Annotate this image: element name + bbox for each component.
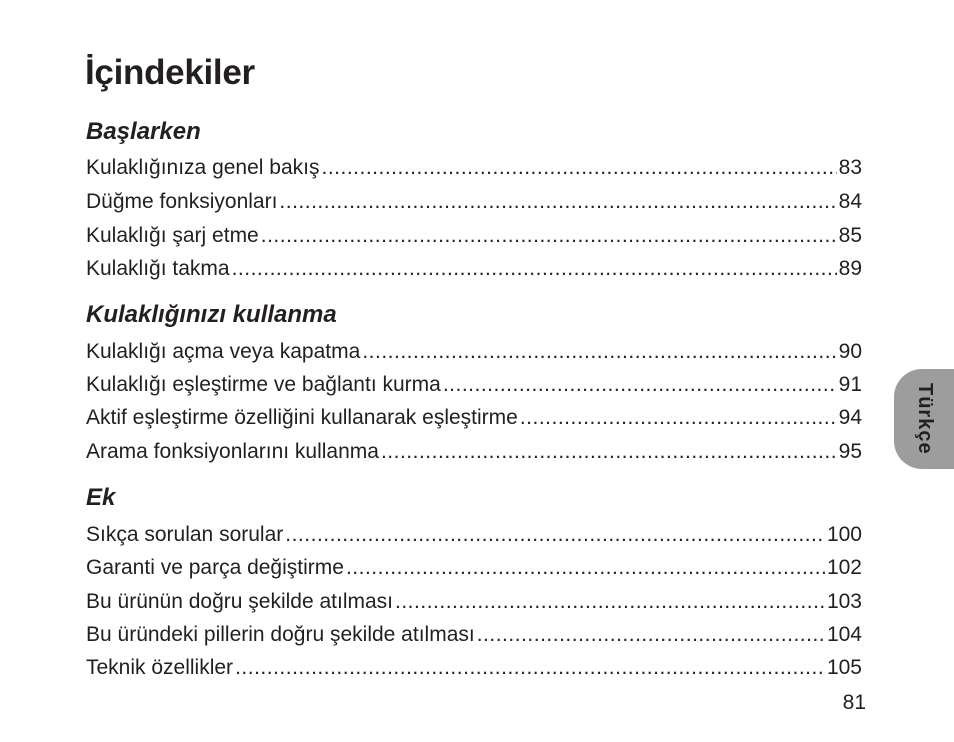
toc-entry-label: Garanti ve parça değiştirme: [86, 556, 344, 579]
toc-entry[interactable]: [86, 337, 862, 367]
dot-leader: [285, 520, 825, 550]
dot-leader: [395, 587, 825, 617]
page-title: İçindekiler: [85, 53, 255, 92]
toc-entry-label: Kulaklığı açma veya kapatma: [86, 340, 361, 363]
toc-entry-page: 84: [838, 190, 862, 213]
dot-leader: [232, 254, 837, 284]
toc-entry-label: Kulaklığı şarj etme: [86, 224, 259, 247]
dot-leader: [477, 620, 825, 650]
toc-entry-label: Teknik özellikler: [86, 656, 234, 679]
toc-entry-page: 83: [838, 156, 862, 179]
toc-entry[interactable]: [86, 437, 862, 467]
toc-entry-page: 89: [838, 257, 862, 280]
toc-entry[interactable]: [86, 403, 862, 433]
toc-entry-label: Bu ürünün doğru şekilde atılması: [86, 590, 394, 613]
toc-entry-page: 95: [838, 440, 862, 463]
toc-entry-page: 90: [838, 340, 862, 363]
page-number: 81: [842, 691, 866, 714]
toc-entry-label: Düğme fonksiyonları: [86, 190, 278, 213]
toc-entry-page: 105: [826, 656, 862, 679]
dot-leader: [443, 370, 837, 400]
toc-entry-page: 100: [826, 523, 862, 546]
toc-entry-page: 85: [838, 224, 862, 247]
dot-leader: [321, 153, 836, 183]
toc-entry-page: 104: [826, 623, 862, 646]
section-heading-ek: Ek: [86, 484, 116, 511]
toc-entry[interactable]: [86, 153, 862, 183]
toc-entry[interactable]: [86, 553, 862, 583]
toc-entry[interactable]: [86, 520, 862, 550]
dot-leader: [346, 553, 825, 583]
dot-leader: [520, 403, 837, 433]
toc-entry-page: 91: [838, 373, 862, 396]
toc-entry[interactable]: [86, 187, 862, 217]
toc-entry-label: Arama fonksiyonlarını kullanma: [86, 440, 379, 463]
dot-leader: [235, 653, 825, 683]
toc-entry-label: Kulaklığı eşleştirme ve bağlantı kurma: [86, 373, 441, 396]
toc-entry-page: 103: [826, 590, 862, 613]
toc-entry[interactable]: [86, 370, 862, 400]
toc-entry[interactable]: [86, 221, 862, 251]
dot-leader: [362, 337, 836, 367]
toc-entry[interactable]: [86, 254, 862, 284]
language-tab-label: Türkçe: [914, 383, 936, 455]
dot-leader: [381, 437, 837, 467]
toc-entry[interactable]: [86, 653, 862, 683]
section-heading-kulakliginizi-kullanma: Kulaklığınızı kullanma: [86, 301, 337, 328]
dot-leader: [261, 221, 837, 251]
toc-entry[interactable]: [86, 620, 862, 650]
section-heading-baslarken: Başlarken: [86, 118, 201, 145]
dot-leader: [279, 187, 836, 217]
toc-entry-page: 94: [838, 406, 862, 429]
toc-entry[interactable]: [86, 587, 862, 617]
toc-entry-label: Kulaklığınıza genel bakış: [86, 156, 320, 179]
toc-entry-label: Bu üründeki pillerin doğru şekilde atılması: [86, 623, 475, 646]
toc-entry-label: Aktif eşleştirme özelliğini kullanarak eşleştirme: [86, 406, 518, 429]
toc-entry-label: Kulaklığı takma: [86, 257, 230, 280]
toc-entry-page: 102: [826, 556, 862, 579]
toc-entry-label: Sıkça sorulan sorular: [86, 523, 284, 546]
